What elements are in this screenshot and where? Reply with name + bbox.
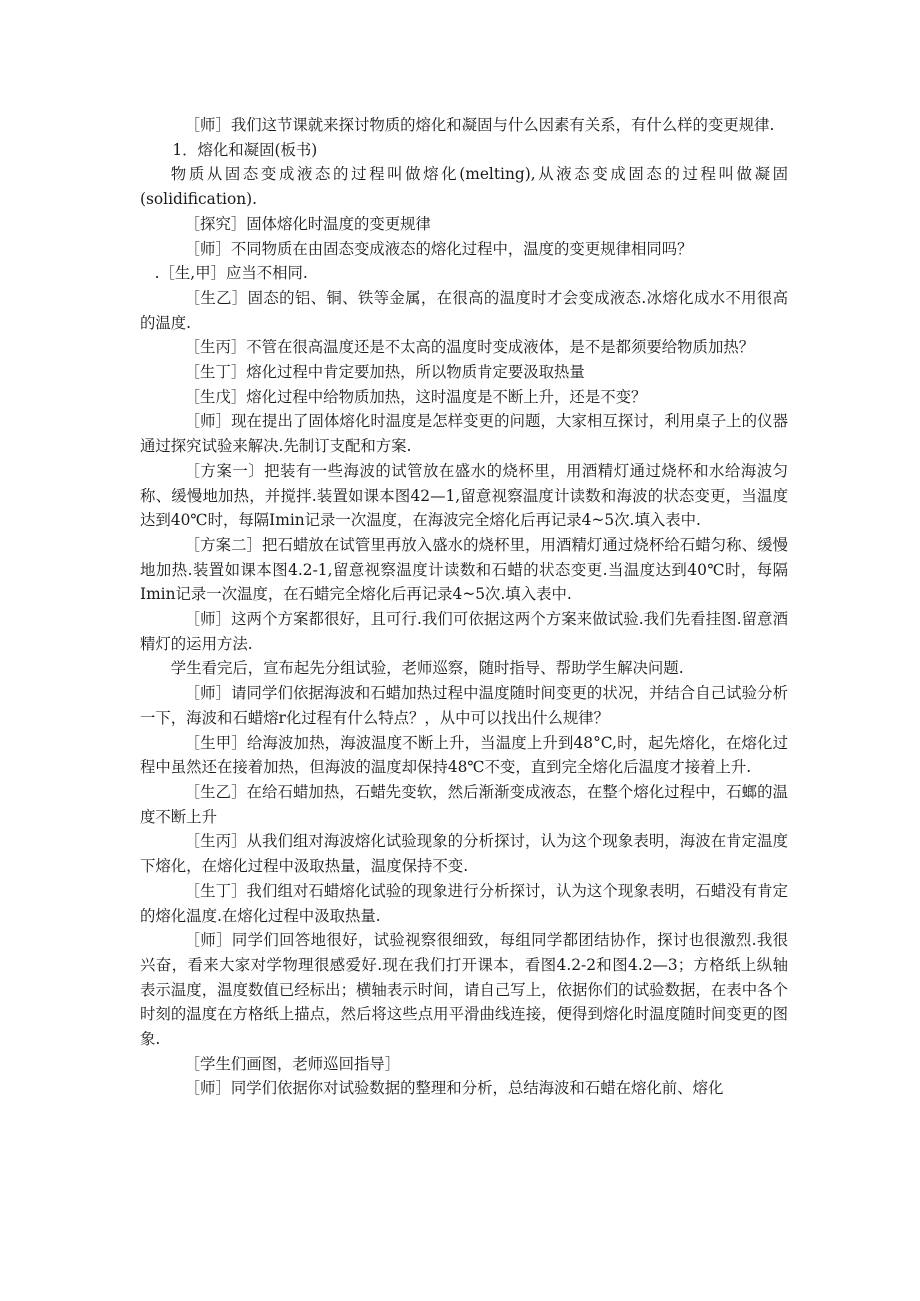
paragraph: ［方案一〕把装有一些海波的试管放在盛水的烧杯里，用酒精灯通过烧杯和水给海波匀称、缓慢地加热，并搅拌.装置如课本图42—1,留意视察温度计读数和海波的状态变更，当温度达到40℃时，每隔Imin记录一次温度，在海波完全熔化后再记录4~5次.填入表中. [140, 461, 788, 530]
paragraph: 物质从固态变成液态的过程叫做熔化(melting),从液态变成固态的过程叫做凝固(solidification). [140, 165, 788, 209]
paragraph: ［学生们画图，老师巡回指导］ [184, 1054, 401, 1073]
paragraph: ［生丁］熔化过程中肯定要加热，所以物质肯定要汲取热量 [184, 363, 585, 382]
paragraph: ［师］不同物质在由固态变成液态的熔化过程中，温度的变更规律相同吗？ [184, 239, 693, 258]
paragraph: ［生戊］熔化过程中给物质加热，这时温度是不断上升，还是不变？ [184, 387, 647, 406]
paragraph: ［师］同学们回答地很好，试验视察很细致，每组同学都团结协作，探讨也很激烈.我很兴奋，看来大家对学物理很感爱好.现在我们打开课本，看图4.2-2和图4.2—3；方格纸上纵轴表示温度，温度数值已经标出；横轴表示时间，请自己写上，依据你们的试验数据，在表中各个时刻的温度在方格纸上描点，然后将这些点用平滑曲线连接，便得到熔化时温度随时间变更的图象. [140, 931, 788, 1049]
paragraph: ［探究］固体熔化时温度的变更规律 [184, 214, 431, 233]
paragraph: 学生看完后，宣布起先分组试验，老师巡察，随时指导、帮助学生解决问题. [170, 659, 684, 678]
paragraph: ［生丙］从我们组对海波熔化试验现象的分析探讨，认为这个现象表明，海波在肯定温度下熔化，在熔化过程中汲取热量，温度保持不变. [140, 832, 788, 876]
paragraph: ［师］这两个方案都很好，且可行.我们可依据这两个方案来做试验.我们先看挂图.留意酒精灯的运用方法. [140, 610, 788, 653]
paragraph: ［师］同学们依据你对试验数据的整理和分析，总结海波和石蜡在熔化前、熔化 [184, 1079, 724, 1098]
document-body [140, 113, 788, 1101]
section-heading: 1．熔化和凝固(板书) [172, 140, 318, 159]
paragraph: ［生丙］不管在很高温度还是不太高的温度时变成液体，是不是都须要给物质加热？ [184, 338, 755, 357]
paragraph: ［生丁］我们组对石蜡熔化试验的现象进行分析探讨，认为这个现象表明，石蜡没有肯定的熔化温度.在熔化过程中汲取热量. [140, 881, 788, 925]
paragraph: ［生甲］给海波加热，海波温度不断上升，当温度上升到48°C,时，起先熔化，在熔化过程中虽然还在接着加热，但海波的温度却保持48℃不变，直到完全熔化后温度才接着上升. [140, 733, 788, 777]
paragraph: ［方案二］把石蜡放在试管里再放入盛水的烧杯里，用酒精灯通过烧杯给石蜡匀称、缓慢地加热.装置如课本图4.2-1,留意视察温度计读数和石蜡的状态变更.当温度达到40℃时，每隔Imin记录一次温度，在石蜡完全熔化后再记录4~5次.填入表中. [140, 535, 788, 604]
paragraph: ［师］请同学们依据海波和石蜡加热过程中温度随时间变更的状况，并结合自己试验分析一下，海波和石蜡熔r化过程有什么特点？，从中可以找出什么规律？ [140, 684, 788, 727]
paragraph: ［师］我们这节课就来探讨物质的熔化和凝固与什么因素有关系，有什么样的变更规律. [184, 116, 775, 134]
paragraph: .［生,甲］应当不相同. [154, 264, 308, 283]
paragraph: ［生乙］在给石蜡加热，石蜡先变软，然后渐渐变成液态，在整个熔化过程中，石螂的温度不断上升 [140, 782, 788, 826]
paragraph: ［生乙］固态的铝、铜、铁等金属，在很高的温度时才会变成液态.冰熔化成水不用很高的温度. [140, 288, 788, 332]
paragraph: ［师］现在提出了固体熔化时温度是怎样变更的问题，大家相互探讨，利用桌子上的仪器通过探究试验来解决.先制订支配和方案. [140, 412, 788, 456]
